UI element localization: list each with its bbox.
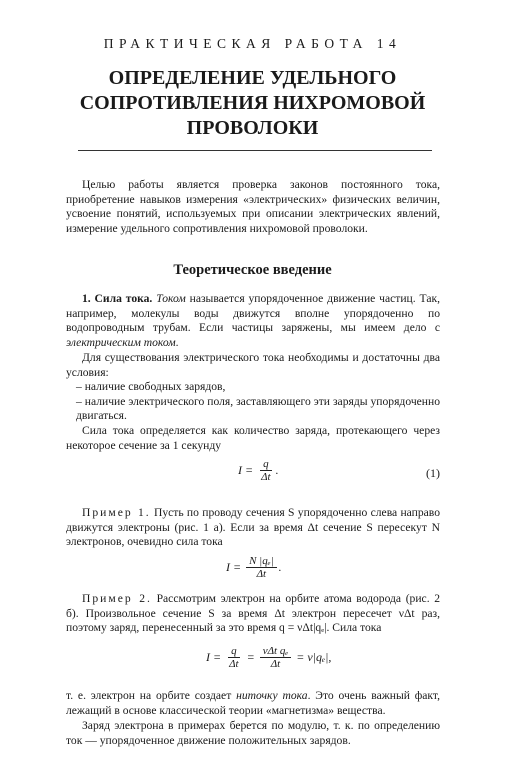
fraction: $\frac{q}{\Delta t}$ [261, 458, 271, 483]
example-text: Рассмотрим электрон на орбите атома водорода (рис. 2 б). Произвольное сечение S за время Δt электрон пересечет νΔt раз, поэтому заряд, перенесенный за это время q = νΔt|qₑ|. Сила тока [66, 592, 441, 635]
title-line: СОПРОТИВЛЕНИЯ НИХРОМОВОЙ [79, 92, 426, 114]
equation-1: I = $\frac{q}{\Delta t}$ . (1) [238, 458, 440, 483]
chapter-header: ПРАКТИЧЕСКАЯ РАБОТА 14 [103, 36, 402, 51]
list-item: – наличие электрического поля, заставляющего эти заряды упорядоченно двигаться. [76, 394, 440, 423]
example-label: Пример 2. [82, 592, 152, 605]
paragraph-conditions: Для существования электрического тока необходимы и достаточны два условия: [66, 351, 440, 379]
equation-3: I = $\frac{q}{\Delta t}$ = $\frac{\text{νΔt qₑ}}{\Delta t}$ = ν|qₑ|, [206, 645, 332, 670]
example-label: Пример 1. [82, 506, 151, 519]
equation-number: (1) [426, 466, 440, 480]
paragraph-orbit-current: т. е. электрон на орбите создает ниточку тока. Это очень важный факт, лежащий в основе классической теории «магнетизма» вещества. [66, 689, 440, 717]
example-text: Пусть по проводу сечения S упорядоченно слева направо движутся электроны (рис. 1 а). Если за время Δt сечение S пересекут N электронов, очевидно сила тока [66, 506, 440, 549]
paragraph-lead: 1. Сила тока. [82, 292, 153, 305]
term-electric-current: электрическим током [66, 335, 176, 349]
paragraph-definition: Сила тока определяется как количество заряда, протекающего через некоторое сечение за 1 секунду [66, 424, 440, 452]
fraction: $\frac{\text{N |qₑ|}}{\Delta t}$ [246, 555, 277, 581]
conditions-list [66, 380, 440, 424]
equation-2: I = $\frac{\text{N |qₑ|}}{\Delta t}$ . [226, 555, 282, 580]
paragraph-current: 1. Сила тока. Током называется упорядоченное движение частиц. Так, например, молекулы воды движутся вполне упорядоченно по водопроводным трубам. Если частицы заряжены, мы имеем дело с электрическим током. [66, 292, 440, 349]
page-title [0, 66, 505, 141]
fraction: $\frac{q}{\Delta t}$ [229, 645, 239, 670]
intro-paragraph: Целью работы является проверка законов постоянного тока, приобретение навыков измерения «электрических» физических величин, усвоение понятий, используемых при описании электрических явлений, измерение удельного сопротивления нихромовой проволоки. [66, 178, 440, 235]
fraction: $\frac{\text{νΔt qₑ}}{\Delta t}$ [260, 645, 292, 671]
example-1 [66, 506, 440, 550]
title-line: ОПРЕДЕЛЕНИЕ УДЕЛЬНОГО [108, 67, 397, 89]
example-2 [66, 592, 440, 636]
title-divider [78, 150, 432, 151]
title-line: ПРОВОЛОКИ [186, 117, 319, 139]
section-title: Теоретическое введение [173, 262, 332, 278]
list-item: – наличие свободных зарядов, [76, 380, 226, 393]
paragraph-charge-sign: Заряд электрона в примерах берется по модулю, т. к. по определению ток — упорядоченное движение положительных зарядов. [66, 719, 440, 747]
term-current-thread: ниточку тока [236, 689, 308, 702]
term-current: Током [156, 292, 186, 305]
paragraph-text: называется упорядоченное движение частиц. Так, например, молекулы воды движутся вполне упорядоченно по водопроводным трубам. Если частицы заряжены, мы имеем дело с [66, 292, 440, 335]
